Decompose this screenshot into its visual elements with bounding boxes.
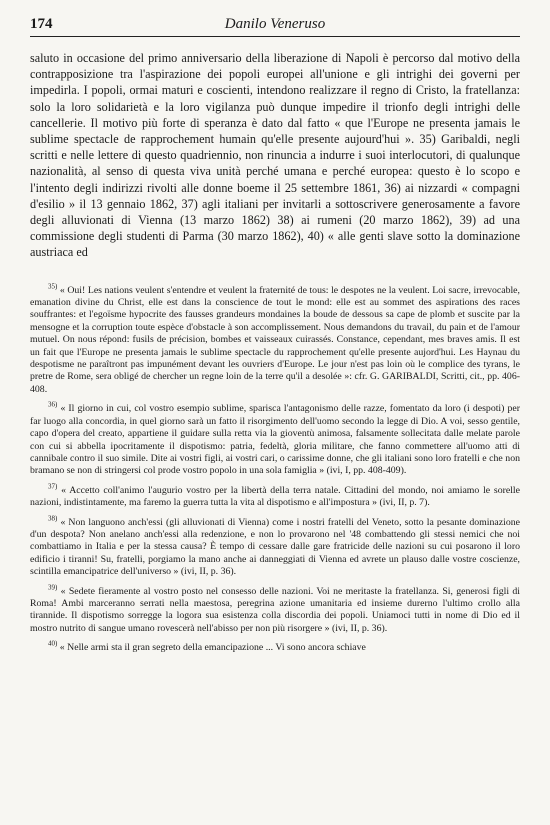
footnote-40: [30, 639, 520, 654]
footnotes: [30, 282, 521, 655]
footnote-text: « Non languono anch'essi (gli alluvionati di Vienna) come i nostri fratelli del Veneto, sotto la pesante dominazione d'un despota? Non anelano anch'essi alla redenzione, e non lo provarono nel '48 combattendo gli stessi nemici che noi combattiamo in Italia e per la stessa causa? È tempo di cessare dalle gare fratricide delle nazioni su cui posarono il loro edificio i tiranni! Su, fratelli, porgiamo la mano anche ai danneggiati di Vienna ed avrete un plauso dalle vostre coscienze, scintilla emancipatrice dell'universo » (ivi, II, p. 36).: [30, 516, 520, 578]
header-rule: [30, 36, 520, 37]
footnote-37: [30, 482, 520, 510]
footnote-number: 35): [48, 282, 58, 291]
footnote-35: [30, 282, 520, 397]
footnote-text: « Sedete fieramente al vostro posto nel consesso delle nazioni. Voi ne meritaste la fratellanza. Si, generosi figli di Roma! Ambi marceranno serrati nella maestosa, peregrina azione umanitaria ed insieme durerno l'ultimo crollo alla tirannide. Il dispotismo sorregge la logora sua esistenza colla discordia dei popoli. Uniamoci tutti in nome di Dio ed il mostro nutrito di sangue umano rovescerà nell'abisso per non più risorgere » (ivi, II, p. 36).: [30, 585, 520, 634]
running-head: Danilo Veneruso: [224, 16, 326, 32]
footnote-text: « Oui! Les nations veulent s'entendre et veulent la fraternité de tous: le despotes ne la veulent. Loi sacre, irrevocable, emanation divine du Christ, elle est dans la conscience de tout le mond: elle est au sommet des aspirations des races souffrantes: et l'egoïsme hypocrite des fausses grandeurs mondaines la boude de dessous sa cape de plomb et suscite par la mensogne et la corruption toute espèce d'obstacle à son accomplissement. Nous demandons du travail, du pain et de l'amour mutuel. On nous répond: fusils de précision, bombes et vaisseaux cuirassés. Constance, cependant, mes braves amis. Il est un fait que l'Europe ne presenta jamais le sublime spectacle du rapprochement qu'elle presente aujord'hui. Les Haynau du despotisme ne paraîtront pas impunément devant les ouvriers d'Europe. Le jour n'est pas loin où le complice des tyrans, le pretre de Rome, sera obligé de chercher un regne loin de la terre qu'il a desolée »: cfr. G. GARIBALDI, Scritti, cit., pp. 406-408.: [30, 284, 520, 395]
footnote-39: [30, 583, 520, 636]
footnote-text: « Nelle armi sta il gran segreto della emancipazione ... Vi sono ancora schiave: [59, 642, 366, 654]
footnote-number: 39): [48, 583, 58, 592]
footnote-number: 36): [48, 401, 58, 410]
main-text-paragraph: saluto in occasione del primo anniversario della liberazione di Napoli è percorso dal motivo della contrapposizione tra l'aspirazione dei popoli europei all'unione e gli intrighi dei governi per impedirla. I popoli, ormai maturi e coscienti, intendono realizzare il regno di Cristo, la fratellanza: solo la loro solidarietà e la loro vigilanza può dunque impedire il trionfo degli intrighi delle cancellerie. Il motivo più forte di speranza è dato dal fatto « que l'Europe ne presenta jamais le sublime spectacle de rapprochement humain qu'elle presente aujourd'hui ». 35) Garibaldi, negli scritti e nelle lettere di questo quadriennio, non rinuncia a indurre i suoi interlocutori, di qualunque nazionalità, al senso di questa viva unità perché umana e perché europea: questo è lo scopo e l'intento degli indirizzi rivolti alle donne boeme il 25 settembre 1861, 36) ai nizzardi « compagni d'esilio » il 13 gennaio 1862, 37) agli italiani per invitarli a sottoscrivere generosamente a favore degli alluvionati di Vienna (13 marzo 1862) 38) ai rumeni (20 marzo 1862), 39) ad una commissione degli studenti di Parma (30 marzo 1862), 40) « alle genti slave sotto la dominazione austriaca ed: [30, 51, 520, 260]
footnote-36: [30, 403, 520, 477]
footnote-text: « Il giorno in cui, col vostro esempio sublime, sparisca l'antagonismo delle razze, fomentato da loro (i despoti) per far luogo alla concordia, in quel giorno sarà un fatto il risorgimento dell'uomo secondo la legge di Dio. A voi, sesso gentile, capo d'opera del creato, appartiene il guidare sulla retta via la gioventù animosa, falsamente sollecitata dalle melate parole con cui si abbella ipocritamente il dispotismo: patria, fedeltà, gloria militare, che fanno commettere all'uomo atti di cannibale contro il suo simile. Dite ai vostri figli, ai vostri cari, o carissime donne, che gli italiani sono loro fratelli e che non bramano se non di stringersi col prode vostro popolo in una sola famiglia » (ivi, I, pp. 408-409).: [30, 403, 521, 477]
footnote-number: 37): [48, 482, 58, 491]
footnote-number: 38): [48, 514, 58, 523]
footnote-text: « Accetto coll'animo l'augurio vostro per la libertà della terra natale. Cittadini del mondo, noi amiamo le sorelle nazioni, indistintamente, ma faremo la guerra tutta la vita al dispotismo e all'impostura » (ivi, II, p. 7).: [30, 484, 520, 509]
page-header: [30, 14, 520, 38]
footnote-38: [30, 514, 520, 579]
footnote-number: 40): [48, 639, 58, 648]
page-number: 174: [30, 16, 53, 32]
